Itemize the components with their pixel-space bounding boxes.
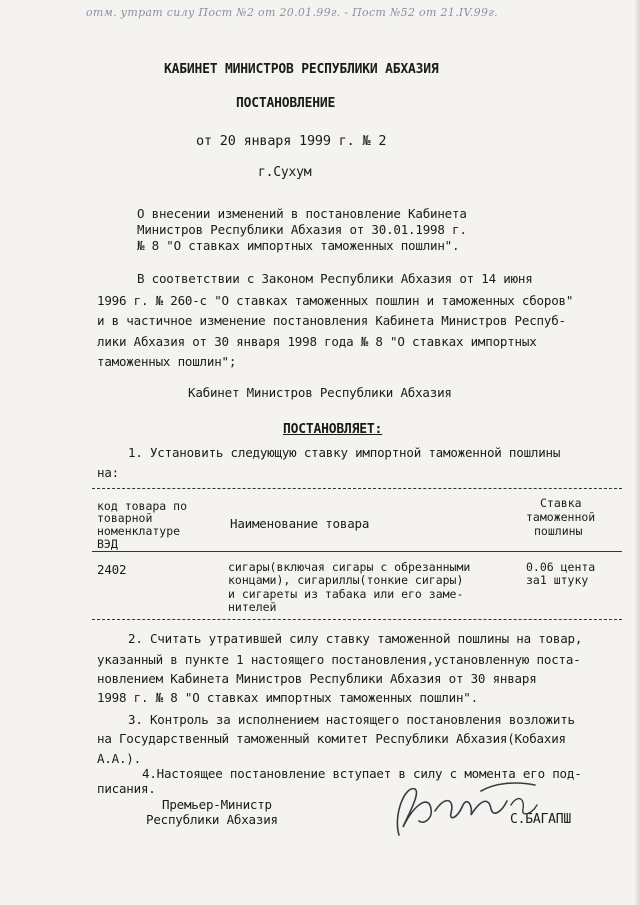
- date-and-number: от 20 января 1999 г. № 2: [196, 133, 387, 149]
- point-2-line-1: 2. Считать утратившей силу ставку таможенной пошлины на товар,: [128, 631, 583, 646]
- handwritten-annotation: отм. утрат силу Пост №2 от 20.01.99г. - Пост №52 от 21.IV.99г.: [86, 6, 498, 19]
- table-header-name: Наименование товара: [230, 516, 370, 531]
- subject-line-1: О внесении изменений в постановление Кабинета: [137, 206, 467, 221]
- table-header-rate-1: Ставка: [540, 496, 582, 510]
- cabinet-line: Кабинет Министров Республики Абхазия: [188, 385, 452, 400]
- preamble-line-3: и в частичное изменение постановления Кабинета Министров Респуб-: [97, 313, 566, 328]
- scan-edge-shadow: [634, 0, 640, 905]
- table-header-rate-3: пошлины: [534, 524, 583, 538]
- table-header-code-2: товарной: [97, 511, 153, 525]
- point-2-line-4: 1998 г. № 8 "О ставках импортных таможенных пошлин".: [97, 690, 478, 705]
- table-header-rate-2: таможенной: [526, 510, 596, 524]
- point-4-line-2: писания.: [97, 781, 156, 796]
- subject-line-2: Министров Республики Абхазия от 30.01.1998 г.: [137, 222, 467, 237]
- preamble-line-1: В соответствии с Законом Республики Абхазия от 14 июня: [137, 271, 533, 286]
- table-cell-rate-2: за1 штуку: [526, 573, 589, 587]
- table-cell-name-2: концами), сигариллы(тонкие сигары): [228, 573, 464, 587]
- point-3-line-3: А.А.).: [97, 751, 141, 766]
- signatory-title-2: Республики Абхазия: [146, 812, 278, 827]
- point-3-line-1: 3. Контроль за исполнением настоящего постановления возложить: [128, 712, 575, 727]
- table-header-code-3: номенклатуре: [97, 524, 181, 538]
- table-cell-rate-1: 0.06 цента: [526, 560, 596, 574]
- point-2-line-2: указанный в пункте 1 настоящего постановления,установленную поста-: [97, 652, 581, 667]
- table-header-rule: [92, 551, 622, 552]
- city: г.Сухум: [258, 165, 312, 180]
- table-header-code-1: код товара по: [97, 499, 188, 513]
- signatory-name: С.БАГАПШ: [510, 812, 572, 827]
- table-header-code-4: ВЭД: [97, 537, 118, 551]
- preamble-line-2: 1996 г. № 260-с "О ставках таможенных пошлин и таможенных сборов": [97, 293, 574, 308]
- cabinet-heading: КАБИНЕТ МИНИСТРОВ РЕСПУБЛИКИ АБХАЗИЯ: [164, 62, 439, 77]
- table-cell-name-4: нителей: [228, 600, 277, 614]
- subject-line-3: № 8 "О ставках импортных таможенных пошлин".: [137, 238, 460, 253]
- signatory-title-1: Премьер-Министр: [162, 797, 272, 812]
- point-3-line-2: на Государственный таможенный комитет Республики Абхазия(Кобахия: [97, 731, 566, 746]
- resolves-heading: ПОСТАНОВЛЯЕТ:: [283, 422, 383, 437]
- preamble-line-5: таможенных пошлин";: [97, 354, 237, 369]
- point-1-line-1: 1. Установить следующую ставку импортной таможенной пошлины: [128, 445, 561, 460]
- preamble-line-4: лики Абхазия от 30 января 1998 года № 8 "О ставках импортных: [97, 334, 537, 349]
- point-1-line-2: на:: [97, 465, 119, 480]
- handwritten-signature: [385, 775, 565, 845]
- document-type: ПОСТАНОВЛЕНИЕ: [236, 96, 336, 111]
- table-cell-name-1: сигары(включая сигары с обрезанными: [228, 560, 471, 574]
- table-cell-code: 2402: [97, 562, 127, 577]
- table-bottom-rule: [92, 619, 622, 620]
- point-4-line-1: 4.Настоящее постановление вступает в силу с момента его под-: [142, 766, 582, 781]
- table-cell-name-3: и сигареты из табака или его заме-: [228, 587, 464, 601]
- point-2-line-3: новлением Кабинета Министров Республики Абхазия от 30 января: [97, 671, 537, 686]
- table-top-rule: [92, 488, 622, 489]
